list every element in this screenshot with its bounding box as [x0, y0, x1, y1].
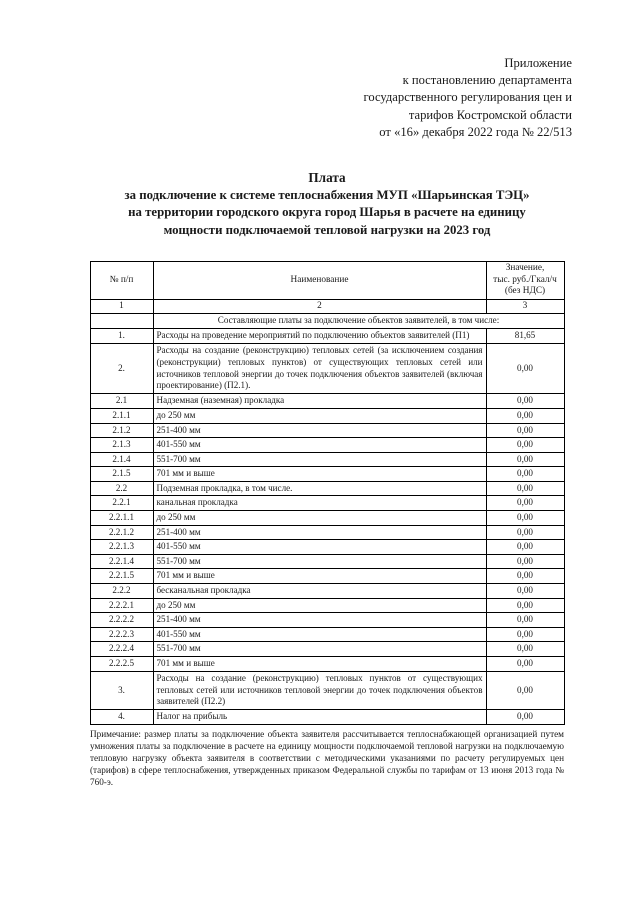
row-index: 2.2.2.2	[90, 613, 153, 628]
table-row	[90, 584, 564, 599]
table-row	[90, 613, 564, 628]
row-index: 2.1.3	[90, 438, 153, 453]
header-line-appendix: Приложение	[504, 56, 572, 70]
row-index: 2.1.4	[90, 452, 153, 467]
row-name: 551-700 мм	[153, 554, 486, 569]
row-name: бесканальная прокладка	[153, 584, 486, 599]
header-line-region: тарифов Костромской области	[408, 107, 572, 122]
column-number-1: 1	[90, 299, 153, 314]
row-value: 0,00	[486, 657, 564, 672]
table-head	[90, 262, 564, 314]
row-value: 0,00	[486, 584, 564, 599]
column-header-value	[486, 262, 564, 299]
row-name: Налог на прибыль	[153, 710, 486, 725]
row-name: Надземная (наземная) прокладка	[153, 394, 486, 409]
section-title-cell: Составляющие платы за подключение объектов заявителей, в том числе:	[153, 314, 564, 329]
note-paragraph: Примечание: размер платы за подключение объекта заявителя рассчитывается теплоснабжающей организацией путем умножения платы за подключение в расчете на единицу мощности подключаемой тепловой нагрузки на подключаемую тепловую нагрузку объекта заявителя в соответствии с методическими указаниями по расчету регулируемых цен (тарифов) в сфере теплоснабжения, утвержденных приказом Федеральной службы по тарифам от 13 июня 2013 года № 760-э.	[90, 728, 564, 788]
table-row	[90, 467, 564, 482]
row-name: Расходы на проведение мероприятий по подключению объектов заявителей (П1)	[153, 328, 486, 343]
row-value: 0,00	[486, 438, 564, 453]
section-title-row	[90, 314, 564, 329]
column-header-number: № п/п	[90, 262, 153, 299]
row-index: 2.2.1.1	[90, 511, 153, 526]
row-index: 1.	[90, 328, 153, 343]
row-index: 2.2.1.3	[90, 540, 153, 555]
row-value: 0,00	[486, 496, 564, 511]
value-header-line-3: (без НДС)	[504, 286, 546, 297]
row-name: до 250 мм	[153, 511, 486, 526]
row-name: 551-700 мм	[153, 452, 486, 467]
row-value: 0,00	[486, 671, 564, 710]
row-name: 251-400 мм	[153, 423, 486, 438]
row-index: 2.2.1.4	[90, 554, 153, 569]
row-name: 701 мм и выше	[153, 569, 486, 584]
row-value: 0,00	[486, 423, 564, 438]
section-title-empty-cell	[90, 314, 153, 329]
table-body	[90, 314, 564, 725]
table-row	[90, 642, 564, 657]
row-index: 3.	[90, 671, 153, 710]
table-row	[90, 511, 564, 526]
row-value: 0,00	[486, 525, 564, 540]
row-value: 0,00	[486, 467, 564, 482]
row-name: 701 мм и выше	[153, 657, 486, 672]
row-value: 0,00	[486, 642, 564, 657]
row-name: 401-550 мм	[153, 540, 486, 555]
row-value: 0,00	[486, 511, 564, 526]
row-index: 2.2.1.2	[90, 525, 153, 540]
row-index: 2.2.2.5	[90, 657, 153, 672]
table-row	[90, 438, 564, 453]
document-header	[82, 55, 572, 141]
row-value: 0,00	[486, 613, 564, 628]
row-value: 0,00	[486, 598, 564, 613]
rates-table-wrapper	[82, 261, 572, 725]
row-index: 2.	[90, 343, 153, 394]
header-line-date-number: от «16» декабря 2022 года № 22/513	[379, 124, 572, 139]
table-header-row	[90, 262, 564, 299]
row-index: 2.1.2	[90, 423, 153, 438]
row-name: 401-550 мм	[153, 627, 486, 642]
table-row	[90, 423, 564, 438]
row-name: до 250 мм	[153, 598, 486, 613]
row-index: 2.2.2.1	[90, 598, 153, 613]
table-row	[90, 394, 564, 409]
row-index: 2.1.5	[90, 467, 153, 482]
table-row	[90, 408, 564, 423]
value-header-line-1: Значение,	[505, 263, 545, 274]
table-row	[90, 598, 564, 613]
row-name: 701 мм и выше	[153, 467, 486, 482]
row-value: 0,00	[486, 540, 564, 555]
row-name: Подземная прокладка, в том числе.	[153, 481, 486, 496]
row-name: Расходы на создание (реконструкцию) тепловых пунктов от существующих тепловых сетей или источников тепловой энергии до точек подключения объектов заявителей (П2.2)	[153, 671, 486, 710]
row-index: 2.2.2.4	[90, 642, 153, 657]
row-value: 0,00	[486, 554, 564, 569]
header-line-decree: к постановлению департамента	[402, 73, 572, 88]
row-value: 0,00	[486, 343, 564, 394]
row-name: 401-550 мм	[153, 438, 486, 453]
row-index: 2.2.2	[90, 584, 153, 599]
row-value: 81,65	[486, 328, 564, 343]
row-index: 2.2.1.5	[90, 569, 153, 584]
column-number-row	[90, 299, 564, 314]
row-name: канальная прокладка	[153, 496, 486, 511]
row-value: 0,00	[486, 408, 564, 423]
row-name: 251-400 мм	[153, 525, 486, 540]
row-value: 0,00	[486, 394, 564, 409]
table-row	[90, 481, 564, 496]
header-line-authority: государственного регулирования цен и	[363, 90, 572, 105]
table-row	[90, 496, 564, 511]
table-row	[90, 540, 564, 555]
column-number-3: 3	[486, 299, 564, 314]
row-name: 251-400 мм	[153, 613, 486, 628]
row-value: 0,00	[486, 452, 564, 467]
table-row	[90, 671, 564, 710]
row-index: 2.2.2.3	[90, 627, 153, 642]
row-value: 0,00	[486, 481, 564, 496]
table-row	[90, 525, 564, 540]
row-value: 0,00	[486, 710, 564, 725]
row-name: до 250 мм	[153, 408, 486, 423]
table-row	[90, 452, 564, 467]
row-name: 551-700 мм	[153, 642, 486, 657]
table-row	[90, 710, 564, 725]
row-index: 4.	[90, 710, 153, 725]
row-index: 2.2.1	[90, 496, 153, 511]
title-line-3: мощности подключаемой тепловой нагрузки на 2023 год	[163, 222, 491, 237]
table-row	[90, 554, 564, 569]
value-header-line-2: тыс. руб./Гкал/ч	[493, 274, 557, 285]
row-index: 2.1	[90, 394, 153, 409]
row-index: 2.1.1	[90, 408, 153, 423]
rates-table	[90, 261, 565, 725]
row-value: 0,00	[486, 627, 564, 642]
row-index: 2.2	[90, 481, 153, 496]
table-row	[90, 657, 564, 672]
title-line-2: на территории городского округа город Шарья в расчете на единицу	[128, 205, 526, 220]
document-title	[82, 169, 572, 239]
column-header-name: Наименование	[153, 262, 486, 299]
row-name: Расходы на создание (реконструкцию) тепловых сетей (за исключением создания (реконструкции) тепловых пунктов) от существующих тепловых сетей или источников тепловой энергии до точек подключения объектов заявителей (включая проектирование) (П2.1).	[153, 343, 486, 394]
table-row	[90, 569, 564, 584]
title-line-1: за подключение к системе теплоснабжения МУП «Шарьинская ТЭЦ»	[124, 187, 530, 202]
row-value: 0,00	[486, 569, 564, 584]
title-main: Плата	[308, 170, 346, 186]
table-row	[90, 627, 564, 642]
table-row	[90, 343, 564, 394]
table-row	[90, 328, 564, 343]
column-number-2: 2	[153, 299, 486, 314]
